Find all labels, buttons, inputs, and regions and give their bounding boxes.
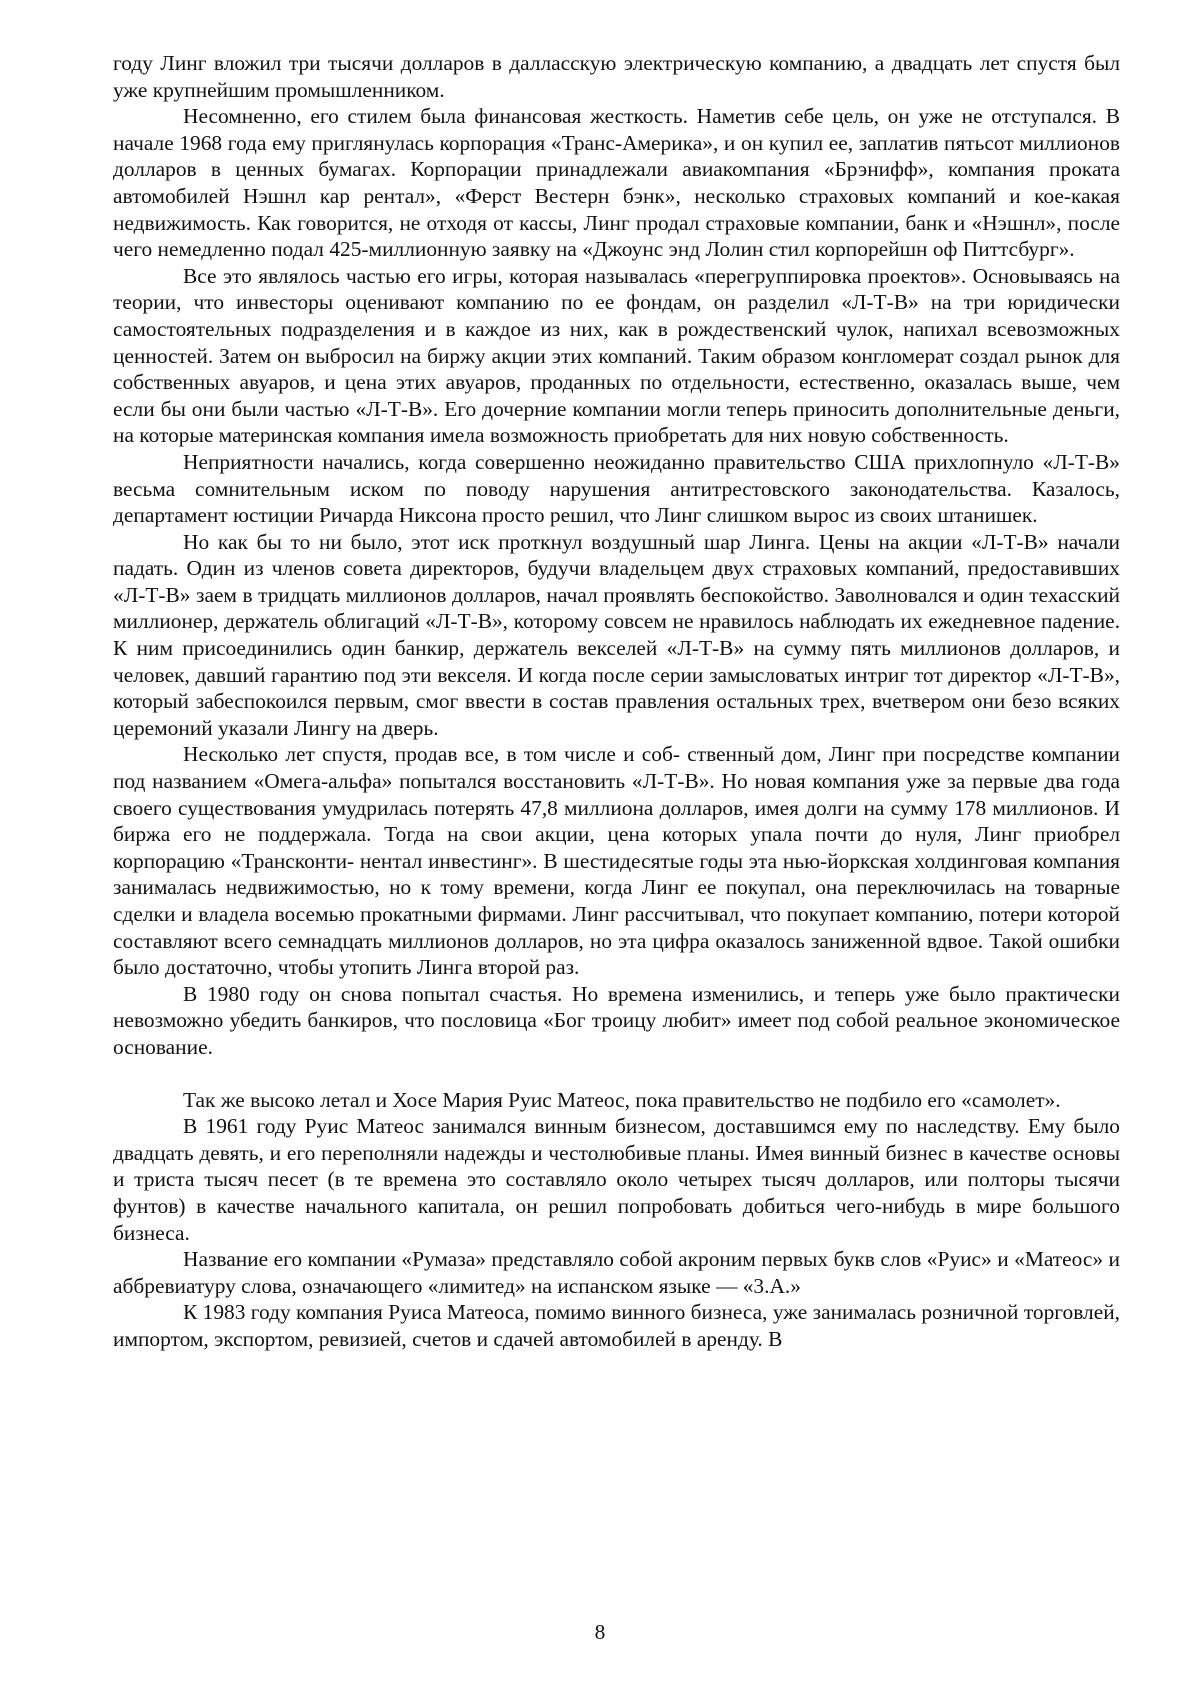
paragraph: Несомненно, его стилем была финансовая жесткость. Наметив себе цель, он уже не отступался. В начале 1968 года ему приглянулась корпорация «Транс-Америка», и он купил ее, заплатив пятьсот миллионов долларов в ценных бумагах. Корпорации принадлежали авиакомпания «Брэнифф», компания проката автомобилей Нэшнл кар рентал», «Ферст Вестерн бэнк», несколько страховых компаний и кое-какая недвижимость. Как говорится, не отходя от кассы, Линг продал страховые компании, банк и «Нэшнл», после чего немедленно подал 425-миллионную заявку на «Джоунс энд Лолин стил корпорейшн оф Питтсбург». — [113, 104, 1120, 262]
page-number: 8 — [594, 1620, 606, 1644]
paragraph: Так же высоко летал и Хосе Мария Руис Матеос, пока правительство не подбило его «самолет». — [183, 1087, 1061, 1112]
paragraph: В 1961 году Руис Матеос занимался винным бизнесом, доставшимся ему по наследству. Ему было двадцать девять, и его переполняли надежды и честолюбивые планы. Имея винный бизнес в качестве основы и триста тысяч песет (в те времена это составляло около четырех тысяч долларов, или полторы тысячи фунтов) в качестве начального капитала, он решил попробовать добиться чего-нибудь в мире большого бизнеса. — [113, 1114, 1120, 1245]
paragraph: Неприятности начались, когда совершенно неожиданно правительство США прихлопнуло «Л-Т-В» весьма сомнительным иском по поводу нарушения антитрестовского законодательства. Казалось, департамент юстиции Ричарда Никсона просто решил, что Линг слишком вырос из своих штанишек. — [113, 449, 1120, 528]
paragraph: Но как бы то ни было, этот иск проткнул воздушный шар Линга. Цены на акции «Л-Т-В» начали падать. Один из членов совета директоров, будучи владельцем двух страховых компаний, предоставивших «Л-Т-В» заем в тридцать миллионов долларов, начал проявлять беспокойство. Заволновался и один техасский миллионер, держатель облигаций «Л-Т-В», которому совсем не нравилось наблюдать их ежедневное падение. К ним присоединились один банкир, держатель векселей «Л-Т-В» на сумму пять миллионов долларов, и человек, давший гарантию под эти векселя. И когда после серии замысловатых интриг тот директор «Л-Т-В», который забеспокоился первым, смог ввести в состав правления остальных трех, вчетвером они безо всяких церемоний указали Лингу на дверь. — [113, 529, 1120, 740]
page-body — [113, 50, 1120, 1353]
paragraph: Несколько лет спустя, продав все, в том числе и соб- ственный дом, Линг при посредстве компании под названием «Омега-альфа» попытался восстановить «Л-Т-В». Но новая компания уже за первые два года своего существования умудрилась потерять 47,8 миллиона долларов, имея долги на сумму 178 миллионов. И биржа его не поддержала. Тогда на свои акции, цена которых упала почти до нуля, Линг приобрел корпорацию «Трансконти- нентал инвестинг». В шестидесятые годы эта нью-йоркская холдинговая компания занималась недвижимостью, но к тому времени, когда Линг ее покупал, она переключилась на товарные сделки и владела восемью прокатными фирмами. Линг рассчитывал, что покупает компанию, потери которой составляют всего семнадцать миллионов долларов, но эта цифра оказалось заниженной вдвое. Такой ошибки было достаточно, чтобы утопить Линга второй раз. — [113, 742, 1120, 980]
paragraph: году Линг вложил три тысячи долларов в далласскую электрическую компанию, а двадцать лет спустя был уже крупнейшим промышленником. — [113, 51, 1120, 102]
paragraph: К 1983 году компания Руиса Матеоса, помимо винного бизнеса, уже занималась розничной торговлей, импортом, экспортом, ревизией, счетов и сдачей автомобилей в аренду. В — [113, 1300, 1120, 1351]
paragraph: В 1980 году он снова попытал счастья. Но времена изменились, и теперь уже было практически невозможно убедить банкиров, что пословица «Бог троицу любит» имеет под собой реальное экономическое основание. — [113, 981, 1120, 1059]
paragraph: Все это являлось частью его игры, которая называлась «перегруппировка проектов». Основываясь на теории, что инвесторы оценивают компанию по ее фондам, он разделил «Л-Т-В» на три юридически самостоятельных подразделения и в каждое из них, как в рождественский чулок, напихал всевозможных ценностей. Затем он выбросил на биржу акции этих компаний. Таким образом конгломерат создал рынок для собственных авуаров, и цена этих авуаров, проданных по отдельности, естественно, оказалась выше, чем если бы они были частью «Л-Т-В». Его дочерние компании могли теперь приносить дополнительные деньги, на которые материнская компания имела возможность приобретать для них новую собственность. — [113, 263, 1120, 448]
paragraph: Название его компании «Румаза» представляло собой акроним первых букв слов «Руис» и «Матеос» и аббревиатуру слова, означающего «лимитед» на испанском языке — «3.А.» — [113, 1247, 1120, 1298]
